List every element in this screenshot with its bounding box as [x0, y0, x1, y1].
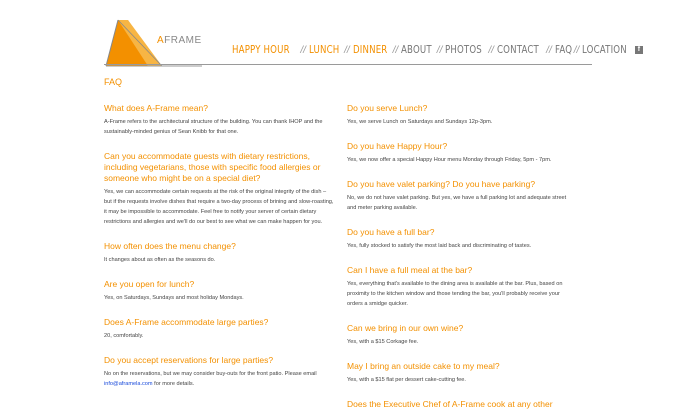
nav-dinner[interactable]: DINNER [352, 44, 388, 56]
faq-question: Can you accommodate guests with dietary restrictions, including vegetarians, those with specific food allergies or someone who might be on a special diet? [104, 151, 321, 183]
faq-question: Can I have a full meal at the bar? [347, 265, 473, 275]
faq-question: Do you have a full bar? [347, 227, 435, 237]
faq-question: Does the Executive Chef of A-Frame cook at any other [347, 399, 553, 409]
faq-answer: Yes, with a $15 flat per dessert cake-cutting fee. [347, 377, 466, 383]
faq-answer: No on the reservations, but we may consider buy-outs for the front patio. Please email info@aframela.com for more details. [104, 371, 317, 387]
faq-question: Do you accept reservations for large parties? [104, 355, 274, 365]
facebook-icon[interactable]: f [635, 46, 643, 54]
faq-question: May I bring an outside cake to my meal? [347, 361, 500, 371]
nav-location[interactable]: LOCATION [582, 44, 628, 56]
nav-separator: // [392, 44, 399, 56]
page-title: FAQ [104, 77, 123, 87]
nav-faq[interactable]: FAQ [554, 44, 572, 56]
faq-question: Does A-Frame accommodate large parties? [104, 317, 269, 327]
aframe-logo[interactable] [104, 18, 204, 68]
faq-answer: Yes, on Saturdays, Sundays and most holiday Mondays. [104, 295, 244, 301]
site-header [104, 18, 641, 68]
faq-answer: It changes about as often as the seasons do. [104, 257, 216, 263]
logo-wordmark: AFRAME [157, 35, 202, 46]
nav-photos[interactable]: PHOTOS [445, 44, 483, 56]
nav-lunch[interactable]: LUNCH [308, 44, 340, 56]
faq-answer: 20, comfortably. [104, 333, 144, 339]
nav-about[interactable]: ABOUT [401, 44, 433, 56]
faq-answer: Yes, with a $15 Corkage fee. [347, 339, 419, 345]
faq-answer: Yes, we can accommodate certain requests at the risk of the original integrity of the dish – but if the requests involve dishes that require a two-day process of brining and slow-roasting, it may be impossible to accommodate. Feel free to notify your server of certain dietary restrictions and allergies and we'll do our best to see what we can make happen for you. [104, 189, 334, 225]
faq-answer: Yes, everything that's available to the dining area is available at the bar. Plus, based on proximity to the kitchen window and those tending the bar, you'll probably receive your orders a smidge quicker. [347, 281, 563, 307]
faq-column-left [104, 103, 334, 403]
faq-answer: No, we do not have valet parking. But yes, we have a full parking lot and adequate street and meter parking available. [347, 195, 567, 211]
faq-answer: Yes, we now offer a special Happy Hour menu Monday through Friday, 5pm - 7pm. [347, 157, 552, 163]
faq-answer: A-Frame refers to the architectural structure of the building. You can thank IHOP and the sustainably-minded genius of Sean Knibb for that one. [104, 119, 323, 135]
nav-separator: // [436, 44, 443, 56]
header-divider [104, 64, 592, 65]
faq-question: How often does the menu change? [104, 241, 236, 251]
faq-question: What does A-Frame mean? [104, 103, 208, 113]
faq-question: Do you serve Lunch? [347, 103, 428, 113]
faq-question: Can we bring in our own wine? [347, 323, 464, 333]
faq-column-right [347, 103, 577, 420]
faq-question: Are you open for lunch? [104, 279, 195, 289]
faq-question: Do you have Happy Hour? [347, 141, 448, 151]
faq-answer: Yes, fully stocked to satisfy the most laid back and discriminating of tastes. [347, 243, 532, 249]
nav-separator: // [573, 44, 580, 56]
nav-separator: // [488, 44, 494, 56]
nav-contact[interactable]: CONTACT [496, 44, 539, 56]
main-nav [232, 44, 643, 56]
nav-separator: // [300, 44, 306, 56]
nav-separator: // [546, 44, 552, 56]
faq-answer: Yes, we serve Lunch on Saturdays and Sundays 12p-3pm. [347, 119, 493, 125]
nav-happy-hour[interactable]: HAPPY HOUR [232, 44, 290, 56]
faq-question: Do you have valet parking? Do you have parking? [347, 179, 536, 189]
email-link[interactable]: info@aframela.com [104, 381, 153, 387]
nav-separator: // [344, 44, 350, 56]
